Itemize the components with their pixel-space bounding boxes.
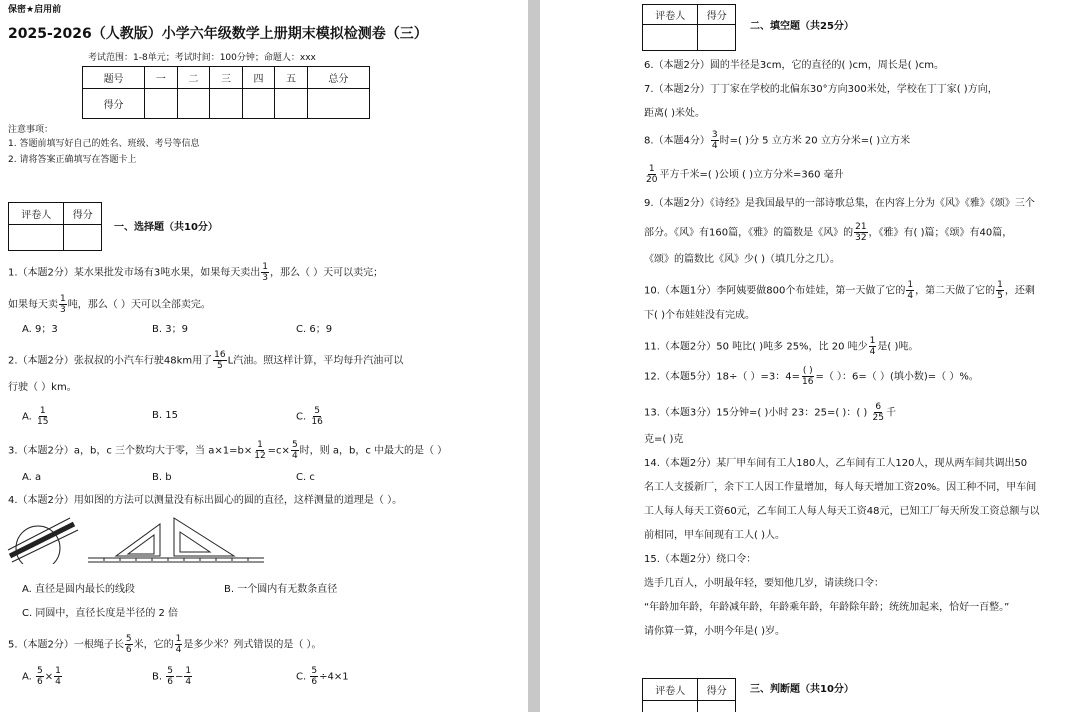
fraction: $\frac{1}{3}$ <box>60 294 66 315</box>
question-7-line2: 距离( )米处。 <box>644 108 705 119</box>
notes-title: 注意事项： <box>8 125 54 135</box>
question-5: 5.（本题2分）一根绳子长 $\frac{5}{6}$ 米，它的 $\frac{1}{4}$ 是多少米？列式错误的是（ ）。 <box>8 634 322 655</box>
question-11: 11.（本题2分）50 吨比( )吨多 25%，比 20 吨少 $\frac{1}{4}$ 是( )吨。 <box>644 336 919 357</box>
question-10-line2: 下( )个布娃娃没有完成。 <box>644 310 755 321</box>
question-9-line1: 9.（本题2分）《诗经》是我国最早的一部诗歌总集，在内容上分为《风》《雅》《颂》三个 <box>644 198 1035 209</box>
option-a[interactable]: A. a <box>22 472 42 483</box>
option-b[interactable]: B. 3；9 <box>152 324 188 335</box>
question-14-line: 工人每人每天工资60元，乙车间工人每人每天工资48元，已知工厂每天所发工资总额与以 <box>644 506 1040 517</box>
score-header: 五 <box>275 67 308 89</box>
score-table <box>82 66 370 119</box>
score-header: 二 <box>177 67 210 89</box>
grader-label: 评卷人 <box>9 203 64 225</box>
option-b[interactable]: B. $\frac{5}{6}$ − $\frac{1}{4}$ <box>152 666 192 687</box>
score-row-label: 得分 <box>83 89 145 119</box>
question-2-line2: 行驶（ ）km。 <box>8 382 77 393</box>
set-square-figure <box>88 514 268 564</box>
question-13-line2: 克=( )克 <box>644 434 684 445</box>
question-14-line: 前相同，甲车间现有工人( )人。 <box>644 530 785 541</box>
question-7-line1: 7.（本题2分）丁丁家在学校的北偏东30°方向300米处，学校在丁丁家( )方向， <box>644 84 998 95</box>
question-8-line2: $\frac{1}{20}$ 平方千米=( )公顷 ( )立方分米=360 毫升 <box>646 164 844 185</box>
fraction: $\frac{5}{6}$ <box>125 634 132 655</box>
right-page <box>540 0 1080 712</box>
fraction: ( ) 16 <box>802 366 814 387</box>
section-title: 一、选择题（共10分） <box>114 222 218 233</box>
question-14-line: 14.（本题2分）某厂甲车间有工人180人，乙车间有工人120人，现从两车间共调出50 <box>644 458 1028 469</box>
score-cell[interactable] <box>307 89 369 119</box>
question-8-line1: 8.（本题4分） $\frac{3}{4}$ 时=( )分 5 立方米 20 立方分米=( )立方米 <box>644 130 911 151</box>
option-a[interactable]: A. 直径是圆内最长的线段 <box>22 584 136 595</box>
question-15-line: 15.（本题2分）绕口令： <box>644 554 757 565</box>
score-label: 得分 <box>64 203 102 225</box>
fraction: $\frac{1}{3}$ <box>262 262 268 283</box>
option-a[interactable]: A. $\frac{1}{15}$ <box>22 406 49 427</box>
question-4: 4.（本题2分）用如图的方法可以测量没有标出圆心的圆的直径，这样测量的道理是（ ）。 <box>8 495 403 506</box>
exam-info: 考试范围：1-8单元；考试时间：100分钟；命题人：xxx <box>88 53 316 63</box>
grader-box <box>642 4 736 51</box>
fraction: $\frac{1}{20}$ <box>646 164 658 185</box>
secret-label: 保密★启用前 <box>8 5 62 15</box>
question-15-line: 选手几百人，小明最年轻，要知他几岁，请读绕口令： <box>644 578 884 589</box>
left-page <box>0 0 528 712</box>
fraction: $\frac{3}{4}$ <box>711 130 718 151</box>
score-cell[interactable] <box>210 89 243 119</box>
exam-title: 2025-2026（人教版）小学六年级数学上册期末模拟检测卷（三） <box>8 26 428 42</box>
grader-box <box>8 202 102 251</box>
grader-cell[interactable] <box>643 25 698 51</box>
question-13-line1: 13.（本题3分）15分钟=( )小时 23：25=( )：( ) $\frac{6}{25}$ 千 <box>644 402 896 423</box>
grader-cell[interactable] <box>9 225 64 251</box>
option-c[interactable]: C. 同圆中，直径长度是半径的 2 倍 <box>22 608 179 619</box>
option-b[interactable]: B. b <box>152 472 172 483</box>
option-b[interactable]: B. 一个圆内有无数条直径 <box>224 584 338 595</box>
note-item: 2. 请将答案正确填写在答题卡上 <box>8 155 137 165</box>
fraction: $\frac{1}{4}$ <box>175 634 182 655</box>
question-12: 12.（本题5分）18÷（ ）=3：4= ( ) 16 =（ ）：6=（ ）(填小数)=（ ）%。 <box>644 366 979 387</box>
question-3: 3.（本题2分）a，b，c 三个数均大于零，当 a×1=b× $\frac{1}{12}$ =c× $\frac{5}{4}$ 时，则 a，b，c 中最大的是（ ） <box>8 440 448 461</box>
option-c[interactable]: C. c <box>296 472 315 483</box>
score-header: 总分 <box>307 67 369 89</box>
question-2-line1: 2.（本题2分）张叔叔的小汽车行驶48km用了 $\frac{16}{5}$ L汽油。照这样计算，平均每升汽油可以 <box>8 350 404 371</box>
grader-cell[interactable] <box>643 701 698 712</box>
fraction: $\frac{21}{32}$ <box>855 222 867 243</box>
question-1-line1: 1.（本题2分）某水果批发市场有3吨水果，如果每天卖出 $\frac{1}{3}$ ，那么（ ）天可以卖完； <box>8 262 384 283</box>
fraction: $\frac{1}{4}$ <box>907 280 914 301</box>
option-c[interactable]: C. $\frac{5}{16}$ <box>296 406 323 427</box>
grader-box <box>642 678 736 712</box>
fraction: $\frac{16}{5}$ <box>214 350 226 371</box>
score-cell[interactable] <box>275 89 308 119</box>
fraction: $\frac{6}{25}$ <box>872 402 884 423</box>
score-label: 得分 <box>698 679 736 701</box>
option-c[interactable]: C. 6；9 <box>296 324 333 335</box>
score-header: 四 <box>242 67 275 89</box>
fraction: $\frac{1}{4}$ <box>869 336 876 357</box>
fraction: $\frac{1}{12}$ <box>254 440 266 461</box>
score-header: 题号 <box>83 67 145 89</box>
score-header: 一 <box>145 67 178 89</box>
option-b[interactable]: B. 15 <box>152 410 178 421</box>
question-9-line2: 部分。《风》有160篇，《雅》的篇数是《风》的 $\frac{21}{32}$ ，《雅》有( )篇；《颂》有40篇， <box>644 222 1013 243</box>
grader-label: 评卷人 <box>643 5 698 25</box>
score-label: 得分 <box>698 5 736 25</box>
score-cell[interactable] <box>698 25 736 51</box>
score-cell[interactable] <box>145 89 178 119</box>
question-15-line: 请你算一算，小明今年是( )岁。 <box>644 626 785 637</box>
note-item: 1. 答题前填写好自己的姓名、班级、考号等信息 <box>8 139 200 149</box>
option-c[interactable]: C. $\frac{5}{6}$ ÷4×1 <box>296 666 349 687</box>
question-1-line2: 如果每天卖 $\frac{1}{3}$ 吨，那么（ ）天可以全部卖完。 <box>8 294 211 315</box>
option-a[interactable]: A. $\frac{5}{6}$ × $\frac{1}{4}$ <box>22 666 61 687</box>
fraction: $\frac{1}{5}$ <box>997 280 1003 301</box>
grader-label: 评卷人 <box>643 679 698 701</box>
section-title: 二、填空题（共25分） <box>750 21 854 32</box>
score-cell[interactable] <box>698 701 736 712</box>
option-a[interactable]: A. 9；3 <box>22 324 58 335</box>
question-10-line1: 10.（本题1分）李阿姨要做800个布娃娃，第一天做了它的 $\frac{1}{4}$ ，第二天做了它的 $\frac{1}{5}$ ，还剩 <box>644 280 1035 301</box>
circle-measure-figure <box>6 514 88 564</box>
score-header: 三 <box>210 67 243 89</box>
score-cell[interactable] <box>177 89 210 119</box>
score-cell[interactable] <box>64 225 102 251</box>
section-title: 三、判断题（共10分） <box>750 684 854 695</box>
question-6: 6.（本题2分）圆的半径是3cm，它的直径的( )cm，周长是( )cm。 <box>644 60 944 71</box>
question-14-line: 名工人支援新厂，余下工人因工作量增加，每人每天增加工资20%。因工种不同，甲车间 <box>644 482 1037 493</box>
question-9-line3: 《颂》的篇数比《风》少( )（填几分之几）。 <box>644 254 840 265</box>
question-15-line: “年龄加年龄，年龄减年龄，年龄乘年龄，年龄除年龄；统统加起来，恰好一百整。” <box>644 602 1010 613</box>
fraction: $\frac{5}{4}$ <box>291 440 298 461</box>
score-cell[interactable] <box>242 89 275 119</box>
